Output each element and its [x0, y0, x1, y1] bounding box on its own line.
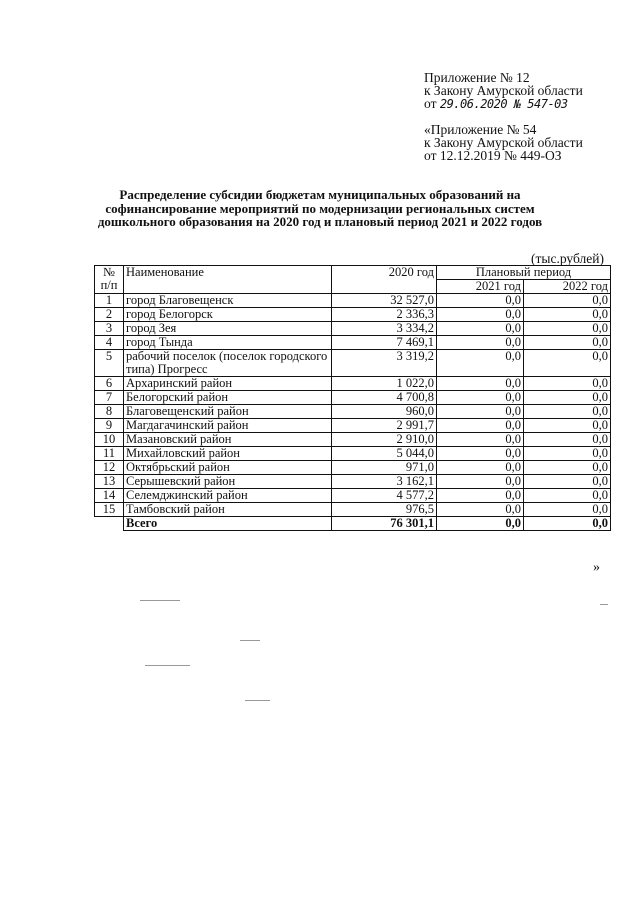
row-value-2020: 2 991,7 [332, 419, 437, 433]
row-value-2022: 0,0 [524, 336, 611, 350]
row-value-2020: 2 910,0 [332, 433, 437, 447]
table-row [95, 377, 611, 391]
appendix-original-line3: от 12.12.2019 № 449-ОЗ [424, 148, 562, 163]
row-value-2021: 0,0 [437, 489, 524, 503]
table-row [95, 503, 611, 517]
appendix-original-line2: к Закону Амурской области [424, 135, 583, 150]
row-value-2021: 0,0 [437, 391, 524, 405]
row-num: 10 [95, 433, 124, 447]
row-value-2020: 976,5 [332, 503, 437, 517]
row-value-2021: 0,0 [437, 308, 524, 322]
row-num: 5 [95, 350, 124, 377]
header-num: № п/п [95, 266, 124, 294]
table-row [95, 475, 611, 489]
header-name: Наименование [124, 266, 332, 294]
table-body [95, 294, 611, 517]
table-row [95, 391, 611, 405]
table-row [95, 308, 611, 322]
row-value-2021: 0,0 [437, 336, 524, 350]
appendix-original [424, 123, 583, 162]
units-label: (тыс.рублей) [531, 251, 604, 266]
row-value-2022: 0,0 [524, 294, 611, 308]
row-num: 13 [95, 475, 124, 489]
total-num [95, 517, 124, 531]
appendix-original-line1: «Приложение № 54 [424, 122, 537, 137]
row-num: 9 [95, 419, 124, 433]
row-value-2021: 0,0 [437, 294, 524, 308]
table-row [95, 447, 611, 461]
total-label: Всего [124, 517, 332, 531]
row-name: Мазановский район [124, 433, 332, 447]
header-planned-period: Плановый период [437, 266, 611, 280]
row-num: 1 [95, 294, 124, 308]
row-name: Серышевский район [124, 475, 332, 489]
document-title: Распределение субсидии бюджетам муниципальных образований на софинансирование мероприятий по модернизации региональных систем дошкольного образования на 2020 год и плановый период 2021 и 2022 годов [97, 187, 543, 229]
row-value-2022: 0,0 [524, 489, 611, 503]
total-2021: 0,0 [437, 517, 524, 531]
row-value-2022: 0,0 [524, 350, 611, 377]
row-name: Селемджинский район [124, 489, 332, 503]
row-name: город Белогорск [124, 308, 332, 322]
subsidy-table [94, 265, 611, 531]
row-value-2022: 0,0 [524, 461, 611, 475]
total-row [95, 517, 611, 531]
row-name: Тамбовский район [124, 503, 332, 517]
row-value-2022: 0,0 [524, 433, 611, 447]
row-num: 4 [95, 336, 124, 350]
table-row [95, 461, 611, 475]
row-value-2021: 0,0 [437, 350, 524, 377]
appendix-current-line2: к Закону Амурской области [424, 83, 583, 98]
row-value-2020: 3 334,2 [332, 322, 437, 336]
row-value-2021: 0,0 [437, 433, 524, 447]
row-value-2020: 4 577,2 [332, 489, 437, 503]
scan-artifact [240, 640, 260, 641]
row-num: 12 [95, 461, 124, 475]
table-row [95, 322, 611, 336]
row-value-2021: 0,0 [437, 377, 524, 391]
total-2022: 0,0 [524, 517, 611, 531]
appendix-current-date-prefix: от [424, 96, 440, 111]
row-value-2020: 2 336,3 [332, 308, 437, 322]
handwritten-date-number: 29.06.2020 № 547-03 [439, 97, 568, 111]
row-value-2022: 0,0 [524, 322, 611, 336]
row-value-2020: 960,0 [332, 405, 437, 419]
row-value-2020: 5 044,0 [332, 447, 437, 461]
row-value-2021: 0,0 [437, 461, 524, 475]
header-2021: 2021 год [437, 280, 524, 294]
scan-artifact [140, 600, 180, 601]
row-value-2020: 32 527,0 [332, 294, 437, 308]
row-value-2021: 0,0 [437, 419, 524, 433]
appendix-current-line3 [424, 97, 583, 111]
table-row [95, 294, 611, 308]
row-num: 3 [95, 322, 124, 336]
row-value-2022: 0,0 [524, 475, 611, 489]
row-num: 8 [95, 405, 124, 419]
header-2020: 2020 год [332, 266, 437, 294]
row-num: 7 [95, 391, 124, 405]
row-num: 14 [95, 489, 124, 503]
appendix-current-line1: Приложение № 12 [424, 70, 530, 85]
scan-artifact [145, 665, 190, 666]
table-row [95, 433, 611, 447]
row-value-2022: 0,0 [524, 405, 611, 419]
row-num: 11 [95, 447, 124, 461]
row-value-2020: 1 022,0 [332, 377, 437, 391]
row-name: город Зея [124, 322, 332, 336]
row-value-2022: 0,0 [524, 377, 611, 391]
row-name: Октябрьский район [124, 461, 332, 475]
row-name: рабочий поселок (поселок городского типа) Прогресс [124, 350, 332, 377]
scan-artifact [600, 604, 608, 605]
closing-quote: » [593, 560, 600, 575]
row-value-2020: 3 319,2 [332, 350, 437, 377]
table-row [95, 489, 611, 503]
row-num: 2 [95, 308, 124, 322]
row-value-2020: 4 700,8 [332, 391, 437, 405]
row-name: Благовещенский район [124, 405, 332, 419]
row-value-2020: 7 469,1 [332, 336, 437, 350]
row-value-2022: 0,0 [524, 391, 611, 405]
row-name: Михайловский район [124, 447, 332, 461]
row-value-2021: 0,0 [437, 447, 524, 461]
row-value-2022: 0,0 [524, 447, 611, 461]
row-name: Магдагачинский район [124, 419, 332, 433]
row-value-2021: 0,0 [437, 475, 524, 489]
row-value-2022: 0,0 [524, 503, 611, 517]
row-value-2020: 3 162,1 [332, 475, 437, 489]
row-name: город Тында [124, 336, 332, 350]
total-2020: 76 301,1 [332, 517, 437, 531]
row-value-2022: 0,0 [524, 419, 611, 433]
table-row [95, 419, 611, 433]
row-value-2020: 971,0 [332, 461, 437, 475]
row-value-2021: 0,0 [437, 503, 524, 517]
row-value-2021: 0,0 [437, 322, 524, 336]
row-name: Белогорский район [124, 391, 332, 405]
appendix-current [424, 71, 583, 111]
row-name: Архаринский район [124, 377, 332, 391]
header-2022: 2022 год [524, 280, 611, 294]
row-value-2022: 0,0 [524, 308, 611, 322]
table-row [95, 336, 611, 350]
row-num: 15 [95, 503, 124, 517]
row-name: город Благовещенск [124, 294, 332, 308]
table-row [95, 405, 611, 419]
row-value-2021: 0,0 [437, 405, 524, 419]
table-row [95, 350, 611, 377]
scan-artifact [245, 700, 270, 701]
row-num: 6 [95, 377, 124, 391]
